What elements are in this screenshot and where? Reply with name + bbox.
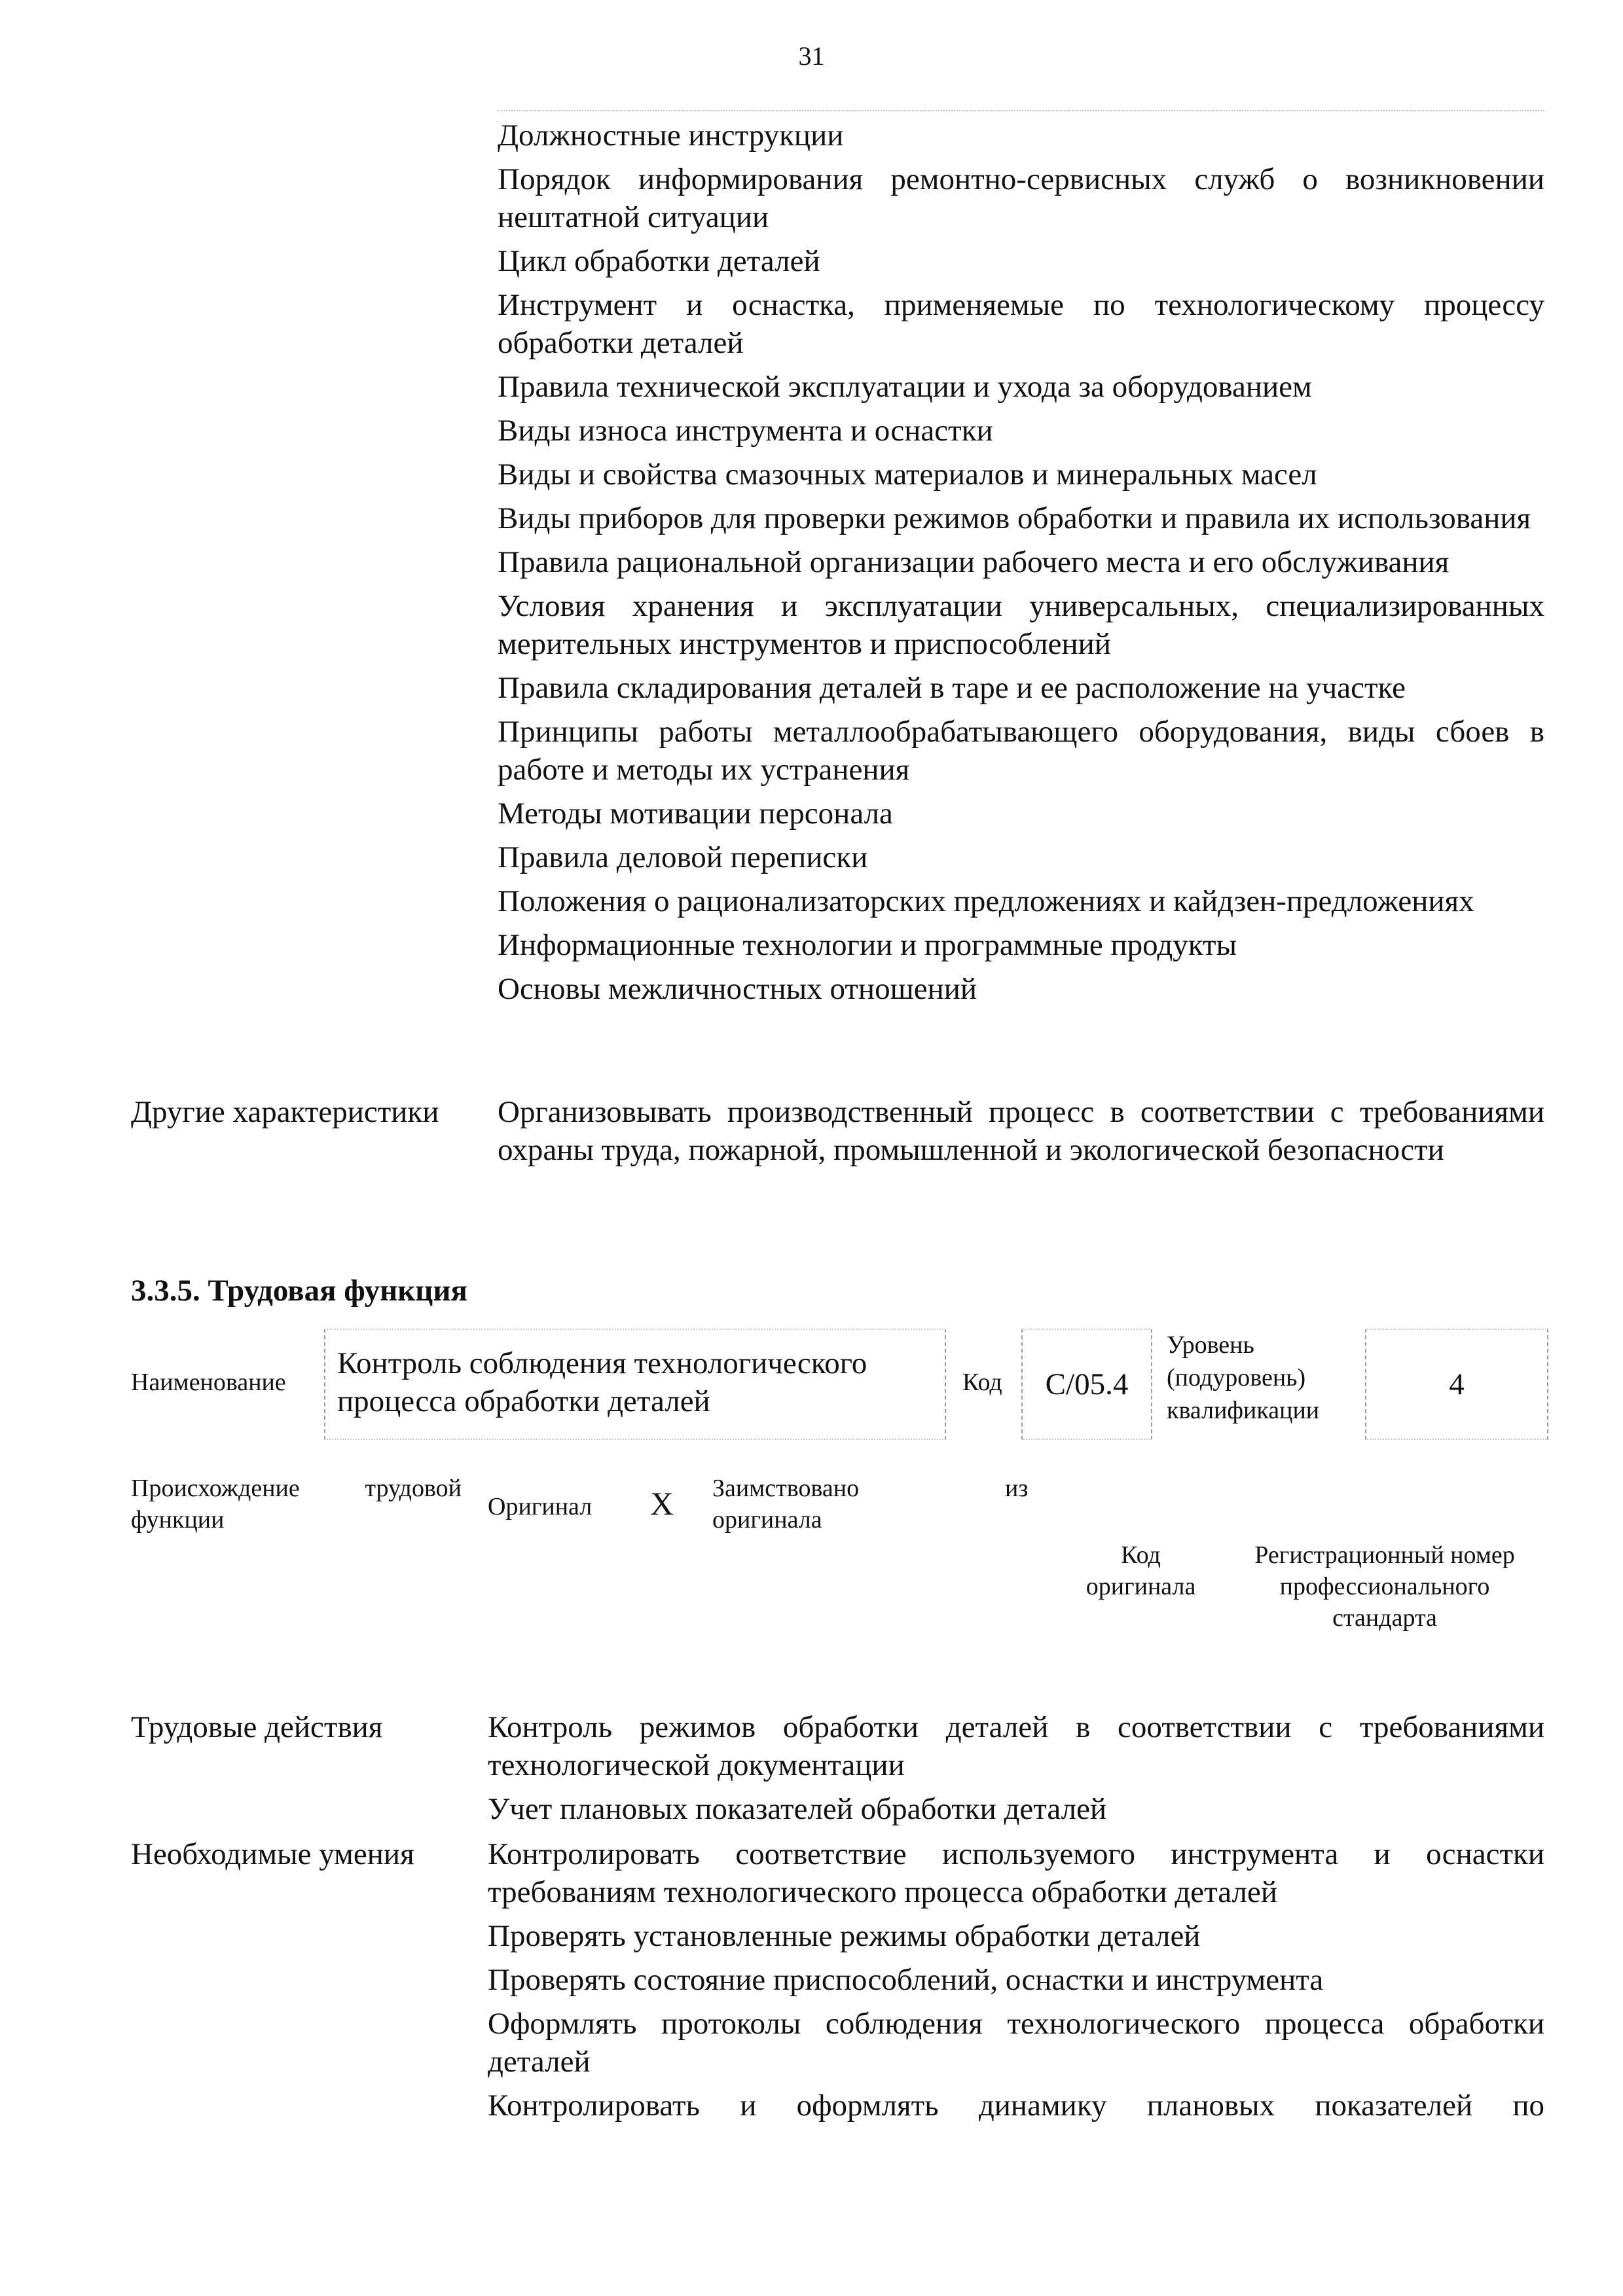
list-item: Положения о рационализаторских предложениях и кайдзен-предложениях <box>498 884 1474 918</box>
required-skills-list <box>488 1835 1544 2130</box>
list-item: Правила деловой переписки <box>498 840 868 874</box>
list-item: Виды и свойства смазочных материалов и минеральных масел <box>498 457 1317 492</box>
origin-label-word: трудовой <box>365 1475 462 1502</box>
other-characteristics-list <box>498 1093 1544 1175</box>
origin-label <box>131 1473 462 1535</box>
list-item: Порядок информирования ремонтно-сервисных служб о возникновении нештатной ситуации <box>498 162 1544 234</box>
origin-label-word: функции <box>131 1506 225 1534</box>
list-item: Методы мотивации персонала <box>498 797 893 831</box>
list-item: Учет плановых показателей обработки деталей <box>488 1792 1107 1826</box>
labor-actions-list <box>488 1708 1544 1828</box>
other-characteristics-label: Другие характеристики <box>131 1095 439 1129</box>
origin-label-word: Происхождение <box>131 1475 300 1502</box>
original-mark: X <box>650 1485 674 1522</box>
table-top-border <box>498 110 1544 111</box>
function-code-field: С/05.4 <box>1021 1329 1152 1440</box>
required-skills-label: Необходимые умения <box>131 1837 414 1871</box>
list-item: Правила рациональной организации рабочего места и его обслуживания <box>498 545 1450 579</box>
knowledge-list <box>498 117 1544 1008</box>
function-name-field: Контроль соблюдения технологического процесса обработки деталей <box>324 1329 946 1440</box>
list-item: Условия хранения и эксплуатации универсальных, специализированных мерительных инструментов и приспособлений <box>498 589 1544 661</box>
list-item: Контролировать и оформлять динамику плановых показателей по <box>488 2089 1544 2123</box>
list-item: Контроль режимов обработки деталей в соответствии с требованиями технологической документации <box>488 1710 1544 1782</box>
original-code-label: Код оригинала <box>1085 1541 1196 1600</box>
level-value-field: 4 <box>1365 1329 1548 1440</box>
list-item: Организовывать производственный процесс в соответствии с требованиями охраны труда, пожарной, промышленной и экологической безопасности <box>498 1095 1544 1167</box>
list-item: Правила технической эксплуатации и ухода за оборудованием <box>498 370 1312 404</box>
level-label: Уровень (подуровень) квалификации <box>1167 1331 1320 1424</box>
list-item: Инструмент и оснастка, применяемые по технологическому процессу обработки деталей <box>498 288 1544 360</box>
list-item: Виды износа инструмента и оснастки <box>498 414 993 448</box>
page-number: 31 <box>798 41 825 71</box>
list-item: Основы межличностных отношений <box>498 972 977 1006</box>
list-item: Принципы работы металлообрабатывающего оборудования, виды сбоев в работе и методы их устранения <box>498 715 1544 787</box>
reg-number-label: Регистрационный номер профессионального стандарта <box>1254 1541 1515 1632</box>
list-item: Виды приборов для проверки режимов обработки и правила их использования <box>498 501 1531 535</box>
list-item: Проверять состояние приспособлений, оснастки и инструмента <box>488 1963 1324 1997</box>
original-label: Оригинал <box>488 1493 593 1520</box>
labor-actions-label: Трудовые действия <box>131 1710 383 1744</box>
section-title: 3.3.5. Трудовая функция <box>131 1274 467 1308</box>
list-item: Информационные технологии и программные продукты <box>498 928 1237 962</box>
list-item: Оформлять протоколы соблюдения технологического процесса обработки деталей <box>488 2007 1544 2079</box>
borrowed-label: Заимствовано оригинала <box>712 1475 860 1534</box>
code-label: Код <box>962 1369 1002 1396</box>
list-item: Должностные инструкции <box>498 118 844 152</box>
list-item: Цикл обработки деталей <box>498 244 820 278</box>
name-label: Наименование <box>131 1369 286 1396</box>
list-item: Правила складирования деталей в таре и ее расположение на участке <box>498 671 1406 705</box>
list-item: Проверять установленные режимы обработки деталей <box>488 1919 1201 1953</box>
from-label: из <box>1005 1475 1029 1502</box>
list-item: Контролировать соответствие используемого инструмента и оснастки требованиям технологического процесса обработки деталей <box>488 1837 1544 1909</box>
